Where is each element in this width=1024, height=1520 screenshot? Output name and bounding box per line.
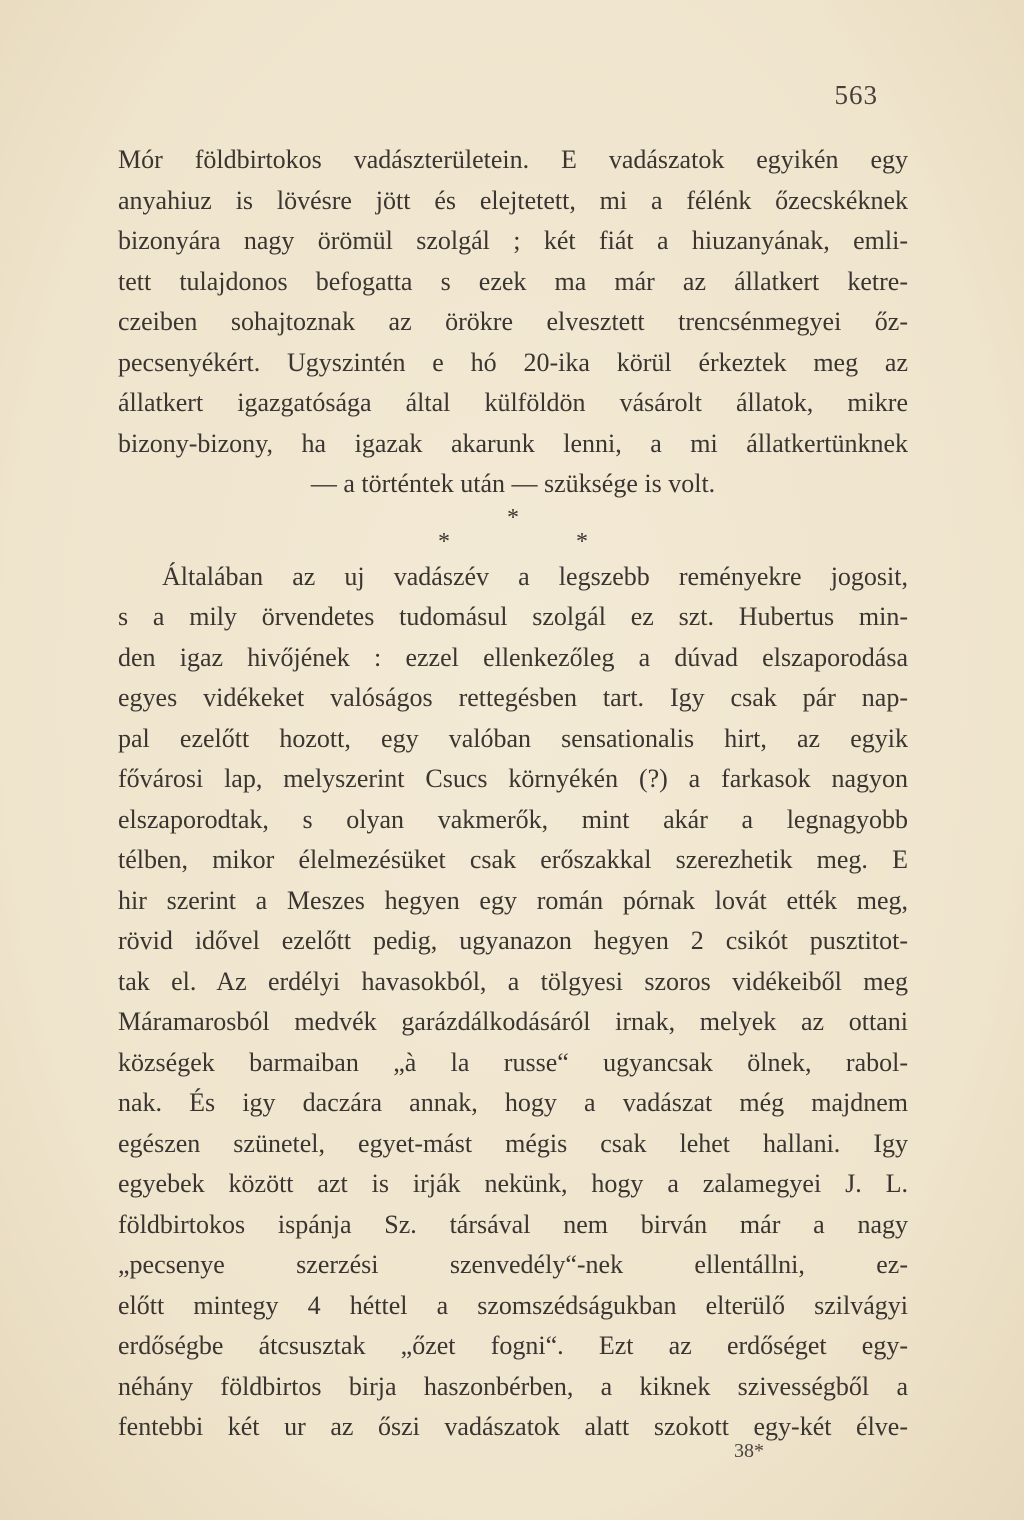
- text-line: Általában az uj vadászév a legszebb reményekre jogosit,: [162, 561, 908, 591]
- text-line: — a történtek után — szüksége is volt.: [310, 469, 716, 498]
- text-line: pecsenyékért. Ugyszintén e hó 20-ika körül érkeztek meg az: [118, 347, 908, 377]
- text-line: néhány földbirtos birja haszonbérben, a kiknek szivességből a: [118, 1371, 908, 1401]
- text-line: állatkert igazgatósága által külföldön vásárolt állatok, mikre: [118, 388, 908, 417]
- text-line: fővárosi lap, melyszerint Csucs környékén (?) a farkasok nagyon: [118, 764, 908, 793]
- text-line: hir szerint a Meszes hegyen egy román pórnak lovát ették meg,: [118, 885, 908, 915]
- text-line: nak. És igy daczára annak, hogy a vadászat még majdnem: [118, 1088, 908, 1117]
- text-line: előtt mintegy 4 héttel a szomszédságukban elterülő szilvágyi: [118, 1290, 908, 1320]
- text-line: földbirtokos ispánja Sz. társával nem birván már a nagy: [118, 1209, 908, 1239]
- text-line: elszaporodtak, s olyan vakmerők, mint akár a legnagyobb: [118, 804, 908, 834]
- text-line: Mór földbirtokos vadászterületein. E vadászatok egyikén egy: [118, 145, 908, 174]
- paragraph-1: [118, 140, 908, 505]
- text-line: bizony-bizony, ha igazak akarunk lenni, a mi állatkertünknek: [118, 428, 908, 458]
- text-line: egyebek között azt is irják nekünk, hogy a zalamegyei J. L.: [118, 1169, 908, 1198]
- text-line: „pecsenye szerzési szenvedély“-nek ellentállni, ez-: [118, 1250, 908, 1279]
- page-number: 563: [834, 80, 878, 110]
- text-line: rövid idővel ezelőtt pedig, ugyanazon hegyen 2 csikót pusztitot-: [118, 926, 908, 955]
- separator-star-top: *: [507, 504, 519, 531]
- text-line: bizonyára nagy örömül szolgál ; két fiát a hiuzanyának, emli-: [118, 226, 908, 255]
- text-line: den igaz hivőjének : ezzel ellenkezőleg a dúvad elszaporodása: [118, 642, 908, 672]
- text-line: Máramarosból medvék garázdálkodásáról irnak, melyek az ottani: [118, 1007, 908, 1036]
- paragraph-2: [118, 557, 908, 1448]
- text-line: tak el. Az erdélyi havasokból, a tölgyesi szoros vidékeiből meg: [118, 966, 908, 996]
- text-line: fentebbi két ur az őszi vadászatok alatt szokott egy-két élve-: [118, 1412, 908, 1441]
- text-line: télben, mikor élelmezésüket csak erőszakkal szerezhetik meg. E: [118, 845, 908, 874]
- text-line: s a mily örvendetes tudomásul szolgál ez szt. Hubertus min-: [118, 602, 908, 631]
- text-line: pal ezelőtt hozott, egy valóban sensationalis hirt, az egyik: [118, 723, 908, 753]
- text-line: tett tulajdonos befogatta s ezek ma már az állatkert ketre-: [118, 266, 908, 296]
- text-line: czeiben sohajtoznak az örökre elvesztett trencsénmegyei őz-: [118, 307, 908, 336]
- signature-mark: 38*: [734, 1440, 764, 1462]
- text-line: erdőségbe átcsusztak „őzet fogni“. Ezt az erdőséget egy-: [118, 1331, 908, 1360]
- text-line: egyes vidékeket valóságos rettegésben tart. Igy csak pár nap-: [118, 683, 908, 712]
- text-line: anyahiuz is lövésre jött és elejtetett, mi a félénk őzecskéknek: [118, 185, 908, 215]
- text-line: egészen szünetel, egyet-mást mégis csak lehet hallani. Igy: [118, 1128, 908, 1158]
- body-text: [118, 140, 908, 1448]
- separator-stars-bottom: * *: [438, 528, 588, 555]
- text-line: községek barmaiban „à la russe“ ugyancsak ölnek, rabol-: [118, 1047, 908, 1077]
